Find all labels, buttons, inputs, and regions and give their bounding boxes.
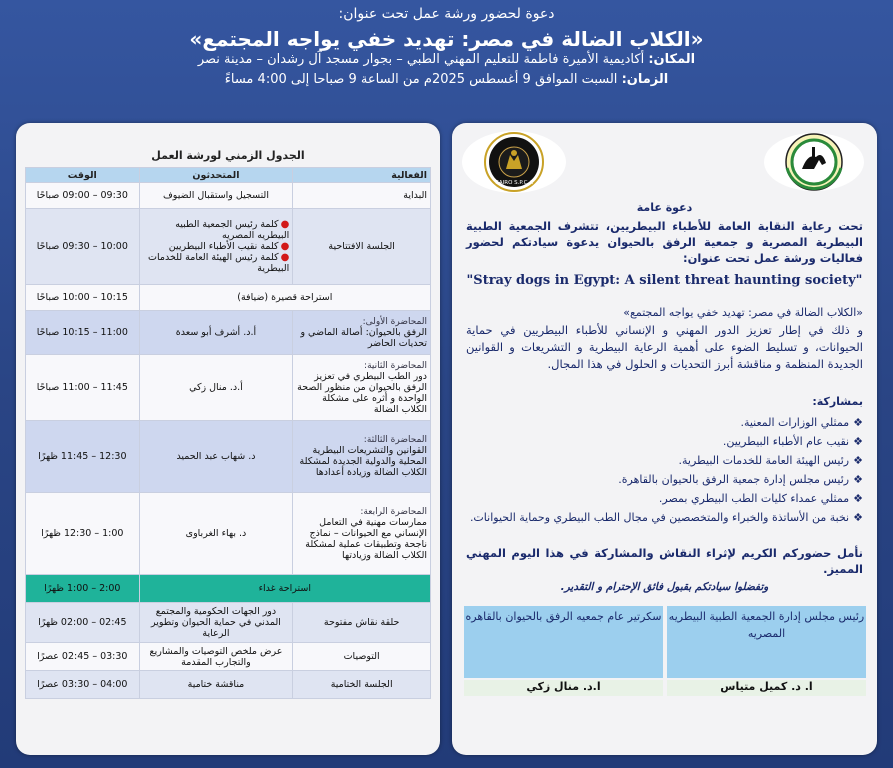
place-label: المكان: — [648, 52, 696, 67]
participants-label: بمشاركة: — [812, 395, 863, 408]
lecture-topic: الرفق بالحيوان: أصالة الماضي و تحديات الحاضر — [300, 326, 427, 349]
header-title: «الكلاب الضالة في مصر: تهديد خفي يواجه المجتمع» — [189, 27, 704, 51]
bullet-icon: ● — [280, 241, 290, 252]
diamond-bullet-icon: ❖ — [853, 416, 863, 429]
list-item — [466, 489, 863, 508]
activity-cell — [293, 311, 431, 355]
speaker-text: كلمة نقيب الأطباء البيطريين — [168, 241, 279, 252]
header-activity: الفعالية — [293, 168, 431, 183]
activity-cell — [293, 421, 431, 493]
invitation-intro: تحت رعاية النقابة العامة للأطباء البيطريين، تتشرف الجمعية الطبية البيطرية المصرية و جمعية الرفق بالحيوان يدعوة سيادتكم لحضور فعاليات ورشة عمل تحت عنوان: — [466, 219, 863, 265]
header-speakers: المتحدثون — [139, 168, 293, 183]
activity-cell: التوصيات — [293, 643, 431, 671]
bullet-icon: ● — [280, 219, 290, 230]
signatures — [464, 606, 866, 696]
lecture-topic: القوانين والتشريعات البيطرية المحلية والدولية الجديدة لمشكلة الكلاب الضالة وزيادة أعدادها — [299, 445, 427, 478]
table-row — [26, 575, 431, 603]
speaker-text: كلمة رئيس الهيئة العامة للخدمات البيطرية — [148, 252, 290, 274]
activity-cell — [293, 355, 431, 421]
time-cell: 02:45 – 02:00 ظهرًا — [26, 603, 140, 643]
list-item — [466, 470, 863, 489]
speaker-item — [143, 241, 290, 252]
header-time: الوقت — [26, 168, 140, 183]
participant-text: رئيس مجلس إدارة جمعية الرفق بالحيوان بالقاهرة. — [618, 473, 850, 486]
activity-cell: الجلسة الختامية — [293, 671, 431, 699]
speaker-text: كلمة رئيس الجمعية الطبيه البيطريه المصريه — [175, 219, 290, 241]
time-cell: 10:15 – 10:00 صباحًا — [26, 285, 140, 311]
table-row — [26, 355, 431, 421]
header-place — [0, 52, 893, 67]
diamond-bullet-icon: ❖ — [853, 454, 863, 467]
table-row — [26, 209, 431, 285]
participant-text: رئيس الهيئة العامة للخدمات البيطرية. — [678, 454, 850, 467]
closing-text: نأمل حضوركم الكريم لإثراء النقاش والمشاركة في هذا اليوم المهني المميز. — [466, 546, 863, 576]
table-row — [26, 311, 431, 355]
list-item — [466, 432, 863, 451]
table-row — [26, 671, 431, 699]
invitation-header — [0, 0, 893, 112]
time-text: السبت الموافق 9 أغسطس 2025م من الساعة 9 صباحا إلى 4:00 مساءً — [224, 72, 618, 87]
signature-left-title: سكرتير عام جمعيه الرفق بالحيوان بالقاهره — [464, 606, 663, 678]
veterinary-association-logo-icon — [764, 133, 864, 191]
table-row — [26, 183, 431, 209]
arabic-title: «الكلاب الضالة في مصر: تهديد خفي يواجه المجتمع» — [623, 306, 863, 319]
speakers-cell: التسجيل واستقبال الضيوف — [139, 183, 293, 209]
table-row — [26, 285, 431, 311]
list-item — [466, 510, 863, 526]
lecture-topic: ممارسات مهنية في التعامل الإنساني مع الحيوانات – نماذج ناجحة وتطبيقات عملية لمشكلة الكلاب الضالة وزيادتها — [305, 516, 427, 561]
signature-left-name: ا.د. منال زكي — [464, 680, 663, 696]
speakers-cell: مناقشة ختامية — [139, 671, 293, 699]
speakers-cell: د. شهاب عبد الحميد — [139, 421, 293, 493]
diamond-bullet-icon: ❖ — [853, 511, 863, 524]
participants-list — [466, 413, 863, 526]
activity-cell — [293, 493, 431, 575]
invitation-body: و ذلك في إطار تعزيز الدور المهني و الإنساني للأطباء البيطريين في حماية الحيوانات، و تسليط الضوء على أهمية الرعاية البيطرية و التشريعات و القوانين الجديدة المنظمة و مناقشة أبرز التحديات و الحلول في هذا المجال. — [466, 323, 863, 371]
regards-text: وتفضلوا سيادتكم بقبول فائق الإحترام و التقدير. — [560, 581, 769, 593]
signature-right-name: ا. د. كميل متياس — [667, 680, 866, 696]
schedule-card — [16, 123, 440, 755]
speakers-cell: د. بهاء الغرباوى — [139, 493, 293, 575]
speakers-cell: أ.د. منال زكي — [139, 355, 293, 421]
table-row — [26, 643, 431, 671]
activity-cell: استراحة غداء — [139, 575, 430, 603]
time-cell: 10:00 – 09:30 صباحًا — [26, 209, 140, 285]
activity-cell: استراحة قصيرة (ضيافة) — [139, 285, 430, 311]
activity-cell: حلقة نقاش مفتوحة — [293, 603, 431, 643]
schedule-title: الجدول الزمني لورشة العمل — [151, 149, 305, 162]
participant-text: نقيب عام الأطباء البيطريين. — [722, 435, 850, 448]
lecture-label: المحاضرة الثانية: — [364, 360, 427, 371]
participant-text: ممثلي الوزارات المعنية. — [740, 416, 850, 429]
lecture-label: المحاضرة الرابعة: — [360, 506, 427, 517]
speakers-cell: عرض ملخص التوصيات والمشاريع والتجارب المقدمة — [139, 643, 293, 671]
invitation-card — [452, 123, 877, 755]
table-row — [26, 603, 431, 643]
list-item — [466, 413, 863, 432]
speakers-cell: أ.د. أشرف أبو سعدة — [139, 311, 293, 355]
header-intro: دعوة لحضور ورشة عمل تحت عنوان: — [338, 6, 555, 22]
egyptian-veterinary-association-logo — [764, 133, 864, 191]
time-cell: 03:30 – 02:45 عصرًا — [26, 643, 140, 671]
lecture-label: المحاضرة الأولى: — [362, 316, 427, 327]
diamond-bullet-icon: ❖ — [853, 435, 863, 448]
list-item — [466, 451, 863, 470]
time-label: الزمان: — [621, 72, 669, 87]
time-cell: 11:45 – 11:00 صباحًا — [26, 355, 140, 421]
diamond-bullet-icon: ❖ — [853, 492, 863, 505]
diamond-bullet-icon: ❖ — [853, 473, 863, 486]
header-time — [0, 72, 893, 87]
activity-cell: البداية — [293, 183, 431, 209]
speakers-cell: دور الجهات الحكومية والمجتمع المدني في حماية الحيوان وتطوير الرعاية — [139, 603, 293, 643]
cairo-spca-logo-icon — [462, 131, 566, 193]
time-cell: 12:30 – 11:45 ظهرًا — [26, 421, 140, 493]
speaker-item — [143, 219, 290, 241]
lecture-label: المحاضرة الثالثة: — [363, 435, 427, 445]
time-cell: 2:00 – 1:00 ظهرًا — [26, 575, 140, 603]
signature-right-title: رئيس مجلس إدارة الجمعية الطبية البيطريه المصريه — [667, 606, 866, 678]
cairo-spca-logo — [462, 131, 566, 193]
english-title: "Stray dogs in Egypt: A silent threat haunting society" — [466, 273, 863, 288]
activity-cell: الجلسة الافتتاحية — [293, 209, 431, 285]
time-cell: 11:00 – 10:15 صباحًا — [26, 311, 140, 355]
place-text: أكاديمية الأميرة فاطمة للتعليم المهني الطبي – بجوار مسجد آل رشدان – مدينة نصر — [197, 52, 645, 67]
participant-text: ممثلي عمداء كليات الطب البيطري بمصر. — [658, 492, 850, 505]
time-cell: 04:00 – 03:30 عصرًا — [26, 671, 140, 699]
invitation-heading: دعوة عامة — [636, 201, 693, 214]
participant-text: نخبة من الأساتذة والخبراء والمتخصصين في مجال الطب البيطري وحماية الحيوانات. — [469, 511, 850, 524]
schedule-table — [25, 167, 431, 699]
time-cell: 09:30 – 09:00 صباحًا — [26, 183, 140, 209]
table-row — [26, 421, 431, 493]
time-cell: 1:00 – 12:30 ظهرًا — [26, 493, 140, 575]
speakers-cell — [139, 209, 293, 285]
table-row — [26, 493, 431, 575]
logo-text: CAIRO S.P.C.A — [495, 180, 533, 186]
schedule-header-row — [26, 168, 431, 183]
speaker-item — [143, 252, 290, 274]
bullet-icon: ● — [280, 252, 290, 263]
lecture-topic: دور الطب البيطري في تعزيز الرفق بالحيوان من منظور الصحة الواحدة و أثره على مشكلة الكلاب الضالة — [297, 370, 427, 415]
